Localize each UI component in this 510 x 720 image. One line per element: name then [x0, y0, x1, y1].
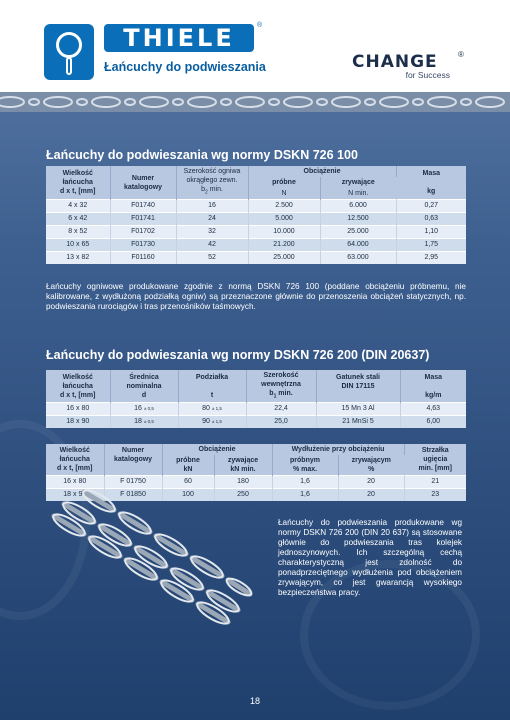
- column-group-load: Obciążenie: [162, 444, 272, 455]
- column-group-load: Obciążenie: [248, 166, 396, 177]
- brand-wordmark: THIELE: [104, 24, 254, 52]
- column-unit-proof-load: N: [248, 188, 320, 200]
- chain-links-icon: [0, 92, 510, 112]
- column-header-outer-width: Szerokość ogniwa okrągłego zewn. $b_2$ min.: [176, 166, 248, 200]
- column-header-elongation-proof: próbnym % max.: [272, 455, 338, 476]
- change-registered-mark: ®: [458, 50, 464, 59]
- table-row: 6 x 42 F01741 24 5.000 12.500 0,63: [46, 213, 466, 226]
- description-dskn-726-200: Łańcuchy do podwieszania produkowane wg normy DSKN 726 200 (DIN 20 637) są stosowane głównie do podwieszania tras kolejek jednoszynowych. Ich szczególną cechą charakterystyczną jest zdolność do ponadprzeciętnego wydłużenia pod obciążeniem zrywającym, co jest gwarancją wysokiego bezpieczeństwa pracy.: [278, 518, 462, 597]
- change-logo: [352, 52, 472, 86]
- table-row: 13 x 82 F01160 52 25.000 63.000 2,95: [46, 252, 466, 265]
- brand-subtitle: Łańcuchy do podwieszania: [104, 60, 266, 74]
- column-header-size: Wielkość łańcucha d x t, [mm]: [46, 444, 104, 476]
- column-header-breaking-load: zrywające: [320, 177, 396, 188]
- change-tagline: for Success: [405, 70, 450, 80]
- column-header-catalog-number: Numer katalogowy: [104, 444, 162, 476]
- registered-mark: ®: [257, 22, 263, 29]
- column-header-mass: Masa kg: [396, 166, 466, 200]
- table-dskn-726-200-dimensions: [46, 370, 466, 428]
- table-row: 18 x 90 18 ± 0,5 90 ± 1,5 25,0 21 MnSi 5 6,00: [46, 416, 466, 429]
- section-title-dskn-726-100: Łańcuchy do podwieszania wg normy DSKN 726 100: [46, 148, 358, 162]
- column-header-size: Wielkość łańcucha d x t, [mm]: [46, 166, 110, 200]
- table-row: 16 x 80 16 ± 0,5 80 ± 1,5 22,4 15 Mn 3 Al 4,63: [46, 403, 466, 416]
- table-row: 18 x 90 F 01850 100 250 1,6 20 23: [46, 489, 466, 502]
- column-header-inner-width: Szerokość wewnętrzna $b_1$ min.: [246, 370, 316, 403]
- hook-emblem-icon: [44, 24, 94, 80]
- table-row: 10 x 65 F01730 42 21.200 64.000 1,75: [46, 239, 466, 252]
- header: [0, 0, 510, 92]
- table-row: 8 x 52 F01702 32 10.000 25.000 1,10: [46, 226, 466, 239]
- column-header-deflection: Strzałka ugięcia min. [mm]: [404, 444, 466, 476]
- column-header-steel-grade: Gatunek stali DIN 17115: [316, 370, 400, 403]
- column-header-mass: Masa kg/m: [400, 370, 466, 403]
- table-row: 4 x 32 F01740 16 2.500 6.000 0,27: [46, 200, 466, 213]
- column-header-nominal-diameter: Średnica nominalna d: [110, 370, 178, 403]
- thiele-logo: [44, 20, 274, 82]
- chain-photo: [44, 486, 256, 632]
- column-unit-breaking-load: N min.: [320, 188, 396, 200]
- column-group-elongation: Wydłużenie przy obciążeniu: [272, 444, 404, 455]
- column-header-pitch: Podziałka t: [178, 370, 246, 403]
- column-header-catalog-number: Numer katalogowy: [110, 166, 176, 200]
- page-number: 18: [249, 696, 260, 706]
- column-header-proof-load: próbne kN: [162, 455, 214, 476]
- section-title-dskn-726-200: Łańcuchy do podwieszania wg normy DSKN 726 200 (DIN 20637): [46, 348, 430, 362]
- description-dskn-726-100: Łańcuchy ogniwowe produkowane zgodnie z normą DSKN 726 100 (poddane obciążeniu próbnemu, nie kalibrowane, z wydłużoną podziałką ogniw) są przeznaczone głównie do przenoszenia obciążeń statycznych, np. podwieszania rurociągów i tras przenośników taśmowych.: [46, 282, 466, 311]
- table-dskn-726-100: [46, 166, 466, 264]
- column-header-proof-load: próbne: [248, 177, 320, 188]
- column-header-size: Wielkość łańcucha d x t, [mm]: [46, 370, 110, 403]
- change-wordmark: CHANGE: [352, 52, 438, 72]
- column-header-elongation-breaking: zrywającym %: [338, 455, 404, 476]
- column-header-breaking-load: zywające kN min.: [214, 455, 272, 476]
- table-row: 16 x 80 F 01750 60 180 1,6 20 21: [46, 476, 466, 489]
- chain-banner: [0, 92, 510, 112]
